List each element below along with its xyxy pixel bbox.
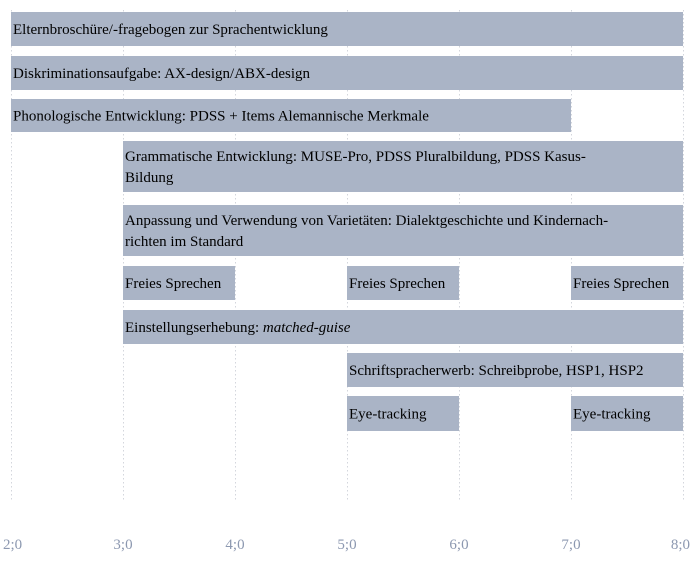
bar-label-row4-1-line1: Grammatische Entwicklung: MUSE-Pro, PDSS Pluralbildung, PDSS Kasus- xyxy=(125,149,586,165)
bar-label-row5-1-line2: richten im Standard xyxy=(125,234,244,250)
bar-label-row4-1-line2: Bildung xyxy=(125,170,174,186)
bar-label-row1-1: Elternbroschüre/-fragebogen zur Sprachentwicklung xyxy=(13,22,328,38)
bar-label-row8-1: Schriftspracherwerb: Schreibprobe, HSP1, HSP2 xyxy=(349,363,644,379)
tick-label-8-0: 8;0 xyxy=(670,537,690,553)
tick-label-5-0: 5;0 xyxy=(337,537,357,553)
bar-label-row6-3: Freies Sprechen xyxy=(573,276,670,292)
bar-label-row2-1: Diskriminationsaufgabe: AX-design/ABX-design xyxy=(13,66,311,82)
tick-label-4-0: 4;0 xyxy=(225,537,245,553)
tick-label-2-0: 2;0 xyxy=(3,537,23,553)
bar-label-row3-1: Phonologische Entwicklung: PDSS + Items Alemannische Merkmale xyxy=(13,108,429,125)
bar-label-row9-2: Eye-tracking xyxy=(573,406,651,423)
bar-label-row5-1-line1: Anpassung und Verwendung von Varietäten: Dialektgeschichte und Kindernach- xyxy=(125,213,609,229)
bars-layer xyxy=(11,12,683,431)
tick-label-3-0: 3;0 xyxy=(113,537,133,553)
tick-label-6-0: 6;0 xyxy=(449,537,469,553)
bar-label-row7-1: Einstellungserhebung: matched-guise xyxy=(125,320,351,336)
bar-label-row6-1: Freies Sprechen xyxy=(125,276,222,292)
bar-label-row6-2: Freies Sprechen xyxy=(349,276,446,292)
x-axis-tick-labels xyxy=(3,537,690,553)
tick-label-7-0: 7;0 xyxy=(561,537,581,553)
bar-label-row9-1: Eye-tracking xyxy=(349,406,427,423)
